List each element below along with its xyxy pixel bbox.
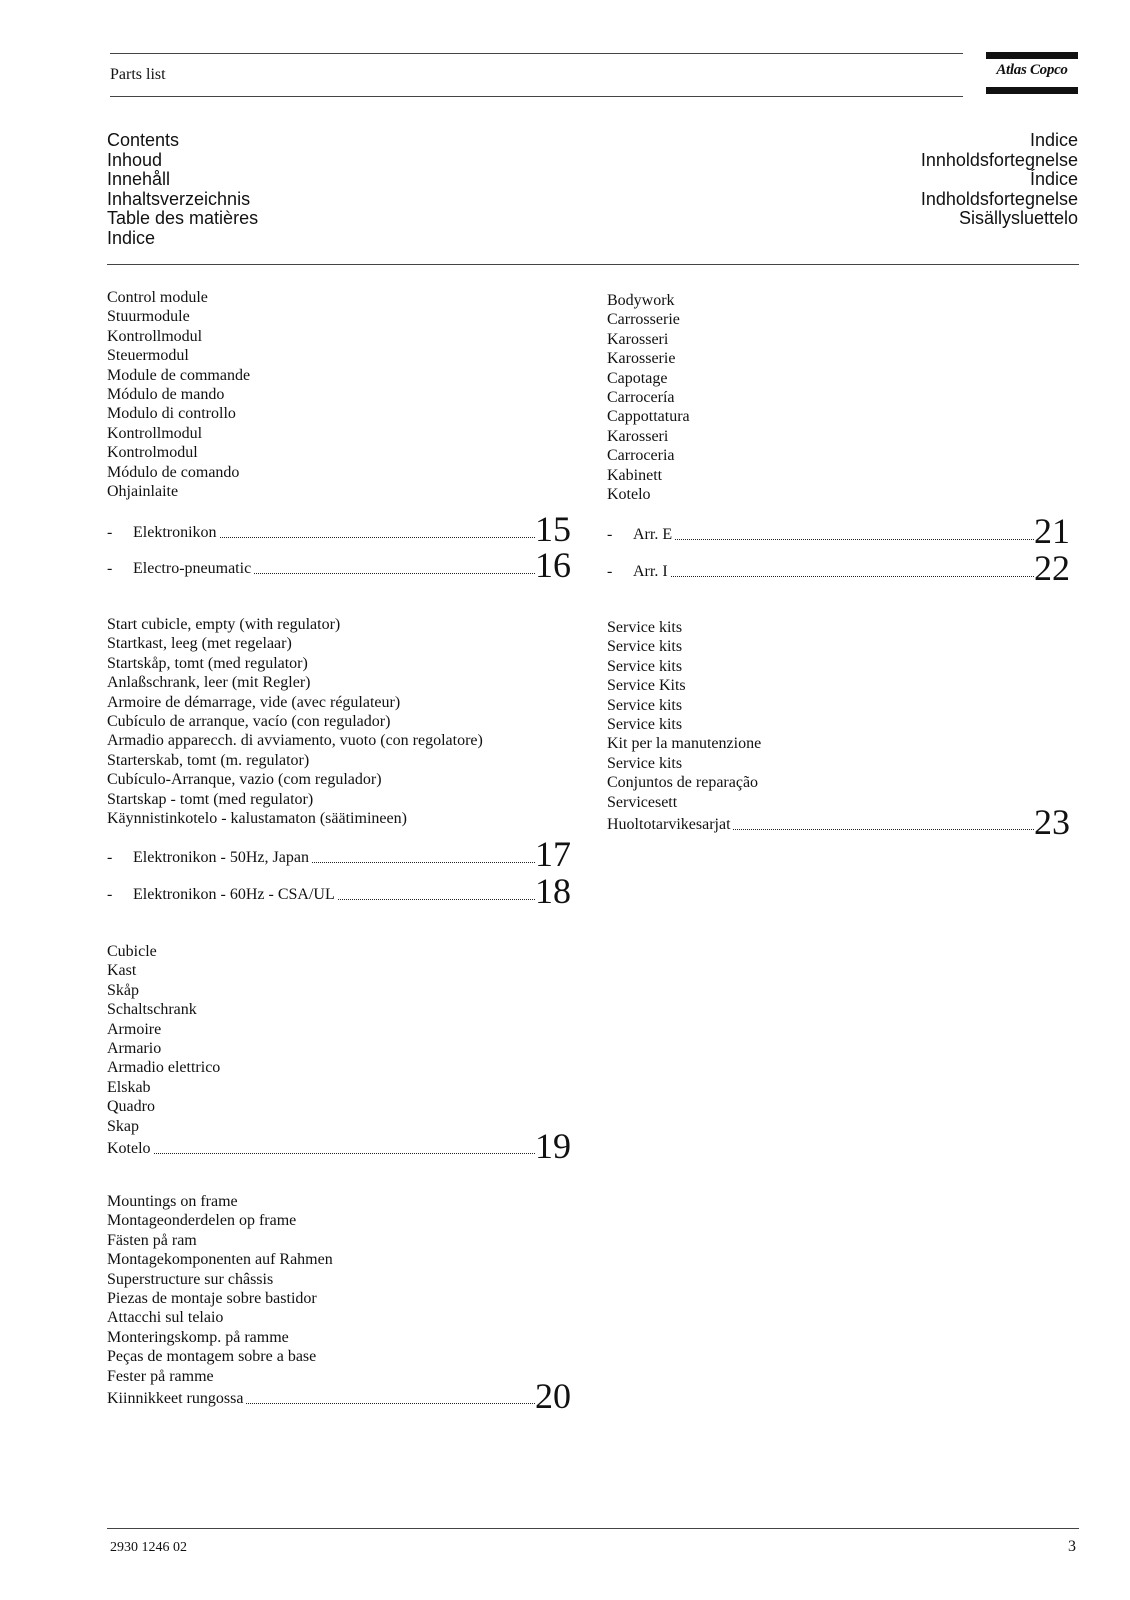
- entry-label: Elektronikon: [133, 524, 217, 541]
- section-line: Kast: [107, 962, 137, 980]
- section-start-cubicle: [107, 615, 483, 828]
- section-line: Control module: [107, 289, 208, 306]
- entry-dash: -: [107, 886, 113, 903]
- section-line: Armoire de démarrage, vide (avec régulateur): [107, 693, 401, 711]
- section-line: Karosserie: [607, 350, 676, 368]
- section-mountings-on-frame: [107, 1192, 577, 1417]
- section-line: Service kits: [607, 716, 683, 734]
- section-line: Peças de montagem sobre a base: [107, 1348, 317, 1366]
- entry-page-number: 18: [535, 871, 571, 911]
- entry-label: Elektronikon - 60Hz - CSA/UL: [133, 886, 335, 903]
- section-line: Cappottatura: [607, 408, 690, 426]
- section-line: Modulo di controllo: [107, 405, 236, 423]
- entry-page-number: 21: [1034, 511, 1070, 551]
- section-line: Startskåp, tomt (med regulator): [107, 654, 308, 672]
- contents-heading: Innehåll: [107, 169, 171, 189]
- entry-page-number: 15: [535, 509, 571, 549]
- section-line: Fester på ramme: [107, 1367, 214, 1385]
- contents-heading: Inhoud: [107, 149, 163, 170]
- toc-entry-arr-i[interactable]: [607, 548, 1072, 588]
- section-line: Conjuntos de reparação: [607, 774, 759, 792]
- section-line: Capotage: [607, 369, 668, 387]
- section-line: Startskap - tomt (med regulator): [107, 790, 314, 808]
- section-line: Armario: [107, 1040, 162, 1058]
- logo-top-bar: [986, 52, 1078, 59]
- entry-page-number: 16: [535, 545, 571, 585]
- header-title: Parts list: [110, 66, 166, 83]
- section-line: Käynnistinkotelo - kalustamaton (säätimineen): [107, 810, 407, 828]
- contents-heading: Contents: [107, 130, 180, 150]
- contents-rule: [107, 264, 1079, 265]
- section-line: Armadio apparecch. di avviamento, vuoto (con regolatore): [107, 732, 483, 750]
- section-line: Montageonderdelen op frame: [107, 1212, 297, 1230]
- toc-entry-elektronikon-50hz[interactable]: [107, 834, 577, 874]
- section-control-module: [107, 288, 250, 501]
- contents-heading: Inhaltsverzeichnis: [107, 188, 251, 209]
- entry-dash: -: [107, 849, 113, 866]
- section-line: Monteringskomp. på ramme: [107, 1328, 289, 1346]
- entry-label: Elektronikon - 50Hz, Japan: [133, 849, 309, 866]
- section-service-kits: [607, 618, 1072, 843]
- section-line: Carroceria: [607, 447, 675, 465]
- section-line: Cubículo de arranque, vacío (con regulador): [107, 713, 391, 731]
- page-number: 3: [1068, 1538, 1076, 1555]
- section-line: Kontrolmodul: [107, 444, 198, 462]
- header-top-rule: [110, 53, 963, 54]
- entry-page-number: 19: [535, 1126, 571, 1167]
- contents-heading: Innholdsfortegnelse: [920, 149, 1078, 170]
- leader-dots: [637, 539, 1034, 540]
- section-line: Ohjainlaite: [107, 483, 179, 501]
- section-line: Fästen på ram: [107, 1231, 197, 1249]
- section-line: Karosseri: [607, 427, 669, 445]
- section-line: Elskab: [107, 1078, 151, 1096]
- section-line: Quadro: [107, 1098, 155, 1116]
- contents-heading: Table des matières: [107, 208, 259, 228]
- entry-label: Electro-pneumatic: [133, 560, 252, 577]
- section-line: Armadio elettrico: [107, 1059, 221, 1077]
- contents-heading-left: [107, 131, 258, 248]
- section-line: Schaltschrank: [107, 1001, 197, 1019]
- contents-heading: Indice: [107, 227, 156, 248]
- toc-entry-elektronikon[interactable]: [107, 509, 577, 549]
- logo-bottom-bar: [986, 87, 1078, 94]
- toc-entry-arr-e[interactable]: [607, 511, 1072, 551]
- contents-heading: Indice: [1029, 130, 1078, 150]
- section-line: Kit per la manutenzione: [607, 735, 762, 753]
- section-line: Módulo de mando: [107, 386, 225, 404]
- section-line: Montagekomponenten auf Rahmen: [107, 1251, 333, 1269]
- section-line: Start cubicle, empty (with regulator): [107, 616, 341, 633]
- section-line: Cubicle: [107, 943, 157, 960]
- entry-page-number: 22: [1034, 548, 1070, 588]
- section-line: Stuurmodule: [107, 308, 190, 326]
- section-line: Skap: [107, 1117, 139, 1135]
- contents-heading-right: [921, 131, 1078, 229]
- document-code: 2930 1246 02: [110, 1540, 187, 1555]
- entry-page-number: 23: [1034, 802, 1070, 843]
- atlas-copco-logo: [986, 52, 1078, 94]
- section-line: Service kits: [607, 657, 683, 675]
- section-line: Steuermodul: [107, 347, 189, 365]
- contents-heading: Indholdsfortegnelse: [920, 188, 1078, 209]
- leader-dots: [107, 1153, 535, 1154]
- section-line: Cubículo-Arranque, vazio (com regulador): [107, 771, 382, 789]
- entry-label: Arr. I: [633, 563, 668, 580]
- contents-heading: Índice: [1029, 169, 1078, 189]
- section-line: Kontrollmodul: [107, 424, 203, 442]
- footer-rule: [107, 1528, 1079, 1529]
- toc-entry-electro-pneumatic[interactable]: [107, 545, 577, 585]
- section-line: Carrocería: [607, 389, 675, 407]
- section-line: Kabinett: [607, 466, 663, 484]
- section-line: Karosseri: [607, 330, 669, 348]
- section-line: Module de commande: [107, 366, 251, 384]
- section-line: Startkast, leeg (met regelaar): [107, 635, 292, 653]
- section-line: Service Kits: [607, 677, 686, 695]
- section-line: Kotelo: [607, 486, 651, 504]
- entry-dash: -: [107, 560, 113, 577]
- entry-page-number: 17: [535, 834, 571, 874]
- section-line: Bodywork: [607, 292, 675, 309]
- section-line: Starterskab, tomt (m. regulator): [107, 751, 310, 769]
- entry-label: Arr. E: [633, 526, 673, 543]
- section-line: Skåp: [107, 981, 139, 999]
- entry-label: Huoltotarvikesarjat: [607, 815, 731, 833]
- entry-label: Kiinnikkeet rungossa: [107, 1389, 244, 1407]
- section-line: Mountings on frame: [107, 1193, 238, 1210]
- section-cubicle: [107, 942, 577, 1167]
- section-line: Service kits: [607, 754, 683, 772]
- section-line: Carrosserie: [607, 311, 680, 329]
- section-line: Anlaßschrank, leer (mit Regler): [107, 674, 311, 692]
- section-line: Service kits: [607, 696, 683, 714]
- entry-page-number: 20: [535, 1376, 571, 1417]
- section-line: Piezas de montaje sobre bastidor: [107, 1290, 317, 1308]
- section-line: Service kits: [607, 638, 683, 656]
- header-bottom-rule: [110, 96, 963, 97]
- section-line: Service kits: [607, 619, 683, 636]
- section-bodywork: [607, 291, 690, 504]
- entry-dash: -: [607, 526, 613, 543]
- logo-text: Atlas Copco: [996, 62, 1068, 78]
- entry-dash: -: [107, 524, 113, 541]
- section-line: Kontrollmodul: [107, 327, 203, 345]
- entry-label: Kotelo: [107, 1139, 151, 1157]
- leader-dots: [637, 576, 1034, 577]
- entry-dash: -: [607, 563, 613, 580]
- section-line: Servicesett: [607, 793, 678, 811]
- section-line: Attacchi sul telaio: [107, 1309, 224, 1327]
- section-line: Armoire: [107, 1020, 162, 1038]
- section-line: Superstructure sur châssis: [107, 1270, 274, 1288]
- contents-heading: Sisällysluettelo: [958, 208, 1078, 228]
- toc-entry-elektronikon-60hz[interactable]: [107, 871, 577, 911]
- section-line: Módulo de comando: [107, 463, 240, 481]
